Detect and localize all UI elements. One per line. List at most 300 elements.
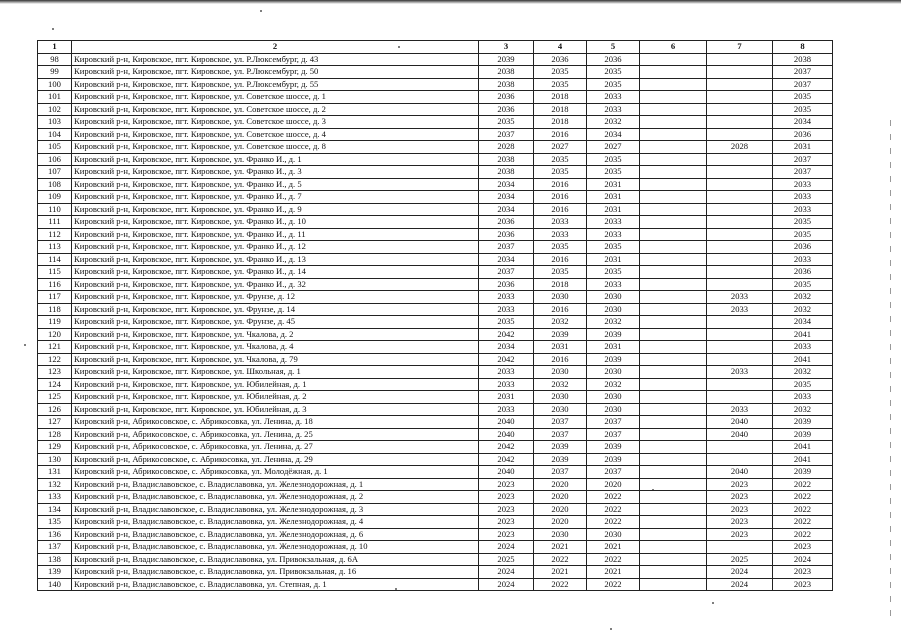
value-col-7: 2023 xyxy=(707,516,773,529)
value-col-5: 2037 xyxy=(587,466,640,479)
value-col-4: 2035 xyxy=(534,153,587,166)
row-number: 117 xyxy=(38,291,72,304)
value-col-6 xyxy=(640,353,707,366)
value-col-3: 2035 xyxy=(479,116,534,129)
address-cell: Кировский р-н, Кировское, пгт. Кировское, ул. Юбилейная, д. 2 xyxy=(72,391,479,404)
value-col-4: 2016 xyxy=(534,203,587,216)
value-col-4: 2035 xyxy=(534,66,587,79)
value-col-7 xyxy=(707,328,773,341)
table-row xyxy=(38,278,833,291)
value-col-4: 2030 xyxy=(534,366,587,379)
value-col-7 xyxy=(707,166,773,179)
value-col-8: 2035 xyxy=(773,103,833,116)
value-col-7: 2040 xyxy=(707,466,773,479)
value-col-6 xyxy=(640,128,707,141)
value-col-8: 2041 xyxy=(773,328,833,341)
table-row xyxy=(38,103,833,116)
value-col-7 xyxy=(707,178,773,191)
table-row xyxy=(38,241,833,254)
value-col-5: 2034 xyxy=(587,128,640,141)
value-col-5: 2031 xyxy=(587,191,640,204)
table-row xyxy=(38,478,833,491)
value-col-4: 2016 xyxy=(534,303,587,316)
value-col-6 xyxy=(640,203,707,216)
value-col-3: 2040 xyxy=(479,466,534,479)
value-col-7 xyxy=(707,91,773,104)
address-cell: Кировский р-н, Кировское, пгт. Кировское, ул. Фрунзе, д. 14 xyxy=(72,303,479,316)
address-cell: Кировский р-н, Кировское, пгт. Кировское, ул. Юбилейная, д. 3 xyxy=(72,403,479,416)
value-col-8: 2022 xyxy=(773,503,833,516)
value-col-7 xyxy=(707,203,773,216)
value-col-7 xyxy=(707,391,773,404)
value-col-7 xyxy=(707,378,773,391)
value-col-5: 2035 xyxy=(587,66,640,79)
table-row xyxy=(38,328,833,341)
table-row xyxy=(38,53,833,66)
value-col-3: 2036 xyxy=(479,103,534,116)
value-col-5: 2021 xyxy=(587,566,640,579)
value-col-6 xyxy=(640,53,707,66)
value-col-3: 2034 xyxy=(479,191,534,204)
value-col-5: 2030 xyxy=(587,391,640,404)
scan-speck xyxy=(610,628,612,630)
value-col-4: 2020 xyxy=(534,503,587,516)
column-header-8: 8 xyxy=(773,41,833,54)
address-cell: Кировский р-н, Кировское, пгт. Кировское, ул. Советское шоссе, д. 3 xyxy=(72,116,479,129)
value-col-8: 2032 xyxy=(773,303,833,316)
value-col-3: 2038 xyxy=(479,153,534,166)
address-cell: Кировский р-н, Кировское, пгт. Кировское, ул. Франко И., д. 7 xyxy=(72,191,479,204)
value-col-8: 2034 xyxy=(773,316,833,329)
value-col-8: 2022 xyxy=(773,491,833,504)
value-col-8: 2037 xyxy=(773,66,833,79)
row-number: 130 xyxy=(38,453,72,466)
row-number: 140 xyxy=(38,578,72,591)
scan-edge-right xyxy=(890,120,891,620)
value-col-3: 2024 xyxy=(479,578,534,591)
value-col-7 xyxy=(707,66,773,79)
value-col-3: 2042 xyxy=(479,328,534,341)
document-table-container xyxy=(37,40,833,591)
value-col-5: 2027 xyxy=(587,141,640,154)
address-cell: Кировский р-н, Владиславовское, с. Владиславовка, ул. Привокзальная, д. 16 xyxy=(72,566,479,579)
value-col-3: 2034 xyxy=(479,253,534,266)
table-row xyxy=(38,453,833,466)
value-col-4: 2018 xyxy=(534,278,587,291)
value-col-3: 2034 xyxy=(479,178,534,191)
table-row xyxy=(38,291,833,304)
column-header-5: 5 xyxy=(587,41,640,54)
row-number: 102 xyxy=(38,103,72,116)
value-col-7 xyxy=(707,103,773,116)
table-row xyxy=(38,516,833,529)
value-col-7 xyxy=(707,441,773,454)
row-number: 103 xyxy=(38,116,72,129)
value-col-4: 2032 xyxy=(534,378,587,391)
value-col-3: 2039 xyxy=(479,53,534,66)
row-number: 106 xyxy=(38,153,72,166)
value-col-8: 2039 xyxy=(773,428,833,441)
address-cell: Кировский р-н, Кировское, пгт. Кировское, ул. Советское шоссе, д. 8 xyxy=(72,141,479,154)
address-cell: Кировский р-н, Кировское, пгт. Кировское, ул. Чкалова, д. 79 xyxy=(72,353,479,366)
address-cell: Кировский р-н, Кировское, пгт. Кировское, ул. Франко И., д. 1 xyxy=(72,153,479,166)
value-col-8: 2036 xyxy=(773,266,833,279)
table-row xyxy=(38,353,833,366)
value-col-3: 2024 xyxy=(479,541,534,554)
row-number: 127 xyxy=(38,416,72,429)
value-col-5: 2033 xyxy=(587,228,640,241)
value-col-8: 2041 xyxy=(773,453,833,466)
address-cell: Кировский р-н, Абрикосовское, с. Абрикосовка, ул. Ленина, д. 18 xyxy=(72,416,479,429)
value-col-3: 2033 xyxy=(479,403,534,416)
value-col-7 xyxy=(707,53,773,66)
value-col-4: 2030 xyxy=(534,528,587,541)
value-col-3: 2042 xyxy=(479,441,534,454)
value-col-6 xyxy=(640,228,707,241)
table-row xyxy=(38,66,833,79)
value-col-3: 2034 xyxy=(479,341,534,354)
value-col-6 xyxy=(640,553,707,566)
row-number: 132 xyxy=(38,478,72,491)
value-col-3: 2040 xyxy=(479,428,534,441)
header-row xyxy=(38,41,833,54)
address-cell: Кировский р-н, Кировское, пгт. Кировское, ул. Р.Люксембург, д. 50 xyxy=(72,66,479,79)
value-col-7: 2023 xyxy=(707,478,773,491)
value-col-6 xyxy=(640,153,707,166)
value-col-4: 2039 xyxy=(534,441,587,454)
value-col-7 xyxy=(707,341,773,354)
value-col-5: 2030 xyxy=(587,303,640,316)
value-col-5: 2030 xyxy=(587,291,640,304)
row-number: 100 xyxy=(38,78,72,91)
value-col-4: 2035 xyxy=(534,166,587,179)
value-col-4: 2030 xyxy=(534,403,587,416)
row-number: 125 xyxy=(38,391,72,404)
value-col-3: 2023 xyxy=(479,528,534,541)
row-number: 123 xyxy=(38,366,72,379)
value-col-8: 2039 xyxy=(773,416,833,429)
value-col-4: 2033 xyxy=(534,228,587,241)
value-col-6 xyxy=(640,328,707,341)
row-number: 104 xyxy=(38,128,72,141)
address-cell: Кировский р-н, Владиславовское, с. Владиславовка, ул. Железнодорожная, д. 1 xyxy=(72,478,479,491)
value-col-5: 2039 xyxy=(587,441,640,454)
address-cell: Кировский р-н, Кировское, пгт. Кировское, ул. Советское шоссе, д. 1 xyxy=(72,91,479,104)
value-col-6 xyxy=(640,403,707,416)
table-row xyxy=(38,203,833,216)
row-number: 121 xyxy=(38,341,72,354)
table-row xyxy=(38,303,833,316)
address-cell: Кировский р-н, Кировское, пгт. Кировское, ул. Советское шоссе, д. 2 xyxy=(72,103,479,116)
value-col-3: 2040 xyxy=(479,416,534,429)
value-col-5: 2022 xyxy=(587,578,640,591)
value-col-6 xyxy=(640,378,707,391)
value-col-8: 2033 xyxy=(773,203,833,216)
value-col-3: 2035 xyxy=(479,316,534,329)
row-number: 115 xyxy=(38,266,72,279)
row-number: 129 xyxy=(38,441,72,454)
value-col-4: 2037 xyxy=(534,416,587,429)
value-col-3: 2037 xyxy=(479,266,534,279)
row-number: 133 xyxy=(38,491,72,504)
table-row xyxy=(38,466,833,479)
value-col-3: 2031 xyxy=(479,391,534,404)
value-col-5: 2022 xyxy=(587,491,640,504)
table-row xyxy=(38,116,833,129)
table-row xyxy=(38,491,833,504)
value-col-4: 2018 xyxy=(534,103,587,116)
value-col-8: 2033 xyxy=(773,191,833,204)
address-cell: Кировский р-н, Кировское, пгт. Кировское, ул. Франко И., д. 14 xyxy=(72,266,479,279)
value-col-4: 2018 xyxy=(534,116,587,129)
value-col-8: 2035 xyxy=(773,216,833,229)
value-col-7: 2025 xyxy=(707,553,773,566)
value-col-6 xyxy=(640,366,707,379)
value-col-6 xyxy=(640,241,707,254)
value-col-7 xyxy=(707,241,773,254)
value-col-8: 2035 xyxy=(773,378,833,391)
value-col-7 xyxy=(707,453,773,466)
value-col-6 xyxy=(640,291,707,304)
value-col-3: 2042 xyxy=(479,353,534,366)
address-cell: Кировский р-н, Кировское, пгт. Кировское, ул. Чкалова, д. 2 xyxy=(72,328,479,341)
row-number: 109 xyxy=(38,191,72,204)
value-col-6 xyxy=(640,441,707,454)
value-col-5: 2033 xyxy=(587,103,640,116)
value-col-6 xyxy=(640,466,707,479)
value-col-8: 2036 xyxy=(773,128,833,141)
value-col-8: 2033 xyxy=(773,253,833,266)
table-row xyxy=(38,428,833,441)
value-col-3: 2037 xyxy=(479,128,534,141)
address-cell: Кировский р-н, Кировское, пгт. Кировское, ул. Франко И., д. 10 xyxy=(72,216,479,229)
value-col-5: 2037 xyxy=(587,416,640,429)
address-cell: Кировский р-н, Владиславовское, с. Владиславовка, ул. Железнодорожная, д. 6 xyxy=(72,528,479,541)
value-col-5: 2035 xyxy=(587,241,640,254)
value-col-8: 2036 xyxy=(773,241,833,254)
column-header-2: 2 xyxy=(72,41,479,54)
value-col-4: 2020 xyxy=(534,491,587,504)
value-col-8: 2033 xyxy=(773,341,833,354)
value-col-6 xyxy=(640,541,707,554)
value-col-3: 2038 xyxy=(479,78,534,91)
value-col-5: 2030 xyxy=(587,366,640,379)
value-col-3: 2036 xyxy=(479,91,534,104)
value-col-5: 2022 xyxy=(587,553,640,566)
column-header-1: 1 xyxy=(38,41,72,54)
value-col-5: 2035 xyxy=(587,153,640,166)
value-col-7 xyxy=(707,253,773,266)
value-col-7 xyxy=(707,216,773,229)
value-col-4: 2030 xyxy=(534,291,587,304)
row-number: 113 xyxy=(38,241,72,254)
value-col-6 xyxy=(640,303,707,316)
table-row xyxy=(38,541,833,554)
value-col-5: 2021 xyxy=(587,541,640,554)
value-col-5: 2035 xyxy=(587,78,640,91)
row-number: 120 xyxy=(38,328,72,341)
row-number: 110 xyxy=(38,203,72,216)
value-col-8: 2035 xyxy=(773,278,833,291)
value-col-4: 2022 xyxy=(534,553,587,566)
value-col-7: 2040 xyxy=(707,416,773,429)
value-col-6 xyxy=(640,578,707,591)
address-cell: Кировский р-н, Кировское, пгт. Кировское, ул. Франко И., д. 11 xyxy=(72,228,479,241)
table-body xyxy=(38,53,833,591)
value-col-3: 2037 xyxy=(479,241,534,254)
value-col-4: 2018 xyxy=(534,91,587,104)
value-col-8: 2037 xyxy=(773,166,833,179)
table-row xyxy=(38,528,833,541)
row-number: 107 xyxy=(38,166,72,179)
address-cell: Кировский р-н, Абрикосовское, с. Абрикосовка, ул. Ленина, д. 25 xyxy=(72,428,479,441)
row-number: 114 xyxy=(38,253,72,266)
value-col-7 xyxy=(707,153,773,166)
value-col-4: 2021 xyxy=(534,541,587,554)
column-header-7: 7 xyxy=(707,41,773,54)
value-col-8: 2022 xyxy=(773,528,833,541)
value-col-6 xyxy=(640,178,707,191)
value-col-5: 2039 xyxy=(587,353,640,366)
table-row xyxy=(38,391,833,404)
row-number: 105 xyxy=(38,141,72,154)
value-col-8: 2039 xyxy=(773,466,833,479)
value-col-8: 2035 xyxy=(773,228,833,241)
table-row xyxy=(38,578,833,591)
table-row xyxy=(38,141,833,154)
address-cell: Кировский р-н, Владиславовское, с. Владиславовка, ул. Железнодорожная, д. 3 xyxy=(72,503,479,516)
table-row xyxy=(38,253,833,266)
row-number: 111 xyxy=(38,216,72,229)
value-col-6 xyxy=(640,316,707,329)
value-col-6 xyxy=(640,78,707,91)
address-cell: Кировский р-н, Владиславовское, с. Владиславовка, ул. Железнодорожная, д. 10 xyxy=(72,541,479,554)
address-cell: Кировский р-н, Кировское, пгт. Кировское, ул. Р.Люксембург, д. 43 xyxy=(72,53,479,66)
value-col-8: 2032 xyxy=(773,366,833,379)
value-col-4: 2016 xyxy=(534,178,587,191)
value-col-7: 2024 xyxy=(707,566,773,579)
value-col-3: 2036 xyxy=(479,228,534,241)
value-col-5: 2022 xyxy=(587,503,640,516)
value-col-8: 2033 xyxy=(773,178,833,191)
table-row xyxy=(38,216,833,229)
value-col-5: 2031 xyxy=(587,203,640,216)
value-col-5: 2035 xyxy=(587,266,640,279)
table-row xyxy=(38,128,833,141)
value-col-3: 2023 xyxy=(479,503,534,516)
table-row xyxy=(38,341,833,354)
value-col-4: 2022 xyxy=(534,578,587,591)
row-number: 99 xyxy=(38,66,72,79)
value-col-3: 2025 xyxy=(479,553,534,566)
table-row xyxy=(38,566,833,579)
value-col-3: 2034 xyxy=(479,203,534,216)
value-col-8: 2024 xyxy=(773,553,833,566)
value-col-8: 2037 xyxy=(773,78,833,91)
value-col-6 xyxy=(640,116,707,129)
value-col-5: 2033 xyxy=(587,216,640,229)
value-col-4: 2039 xyxy=(534,453,587,466)
value-col-3: 2033 xyxy=(479,366,534,379)
table-row xyxy=(38,378,833,391)
value-col-6 xyxy=(640,391,707,404)
scan-speck xyxy=(260,10,262,12)
value-col-4: 2016 xyxy=(534,253,587,266)
value-col-4: 2020 xyxy=(534,516,587,529)
value-col-7: 2023 xyxy=(707,528,773,541)
row-number: 118 xyxy=(38,303,72,316)
row-number: 98 xyxy=(38,53,72,66)
value-col-4: 2020 xyxy=(534,478,587,491)
value-col-7: 2033 xyxy=(707,303,773,316)
value-col-7: 2023 xyxy=(707,503,773,516)
scan-speck xyxy=(52,28,54,30)
value-col-5: 2032 xyxy=(587,116,640,129)
value-col-4: 2035 xyxy=(534,78,587,91)
address-cell: Кировский р-н, Кировское, пгт. Кировское, ул. Франко И., д. 9 xyxy=(72,203,479,216)
value-col-3: 2028 xyxy=(479,141,534,154)
value-col-5: 2022 xyxy=(587,516,640,529)
value-col-7: 2033 xyxy=(707,366,773,379)
value-col-5: 2033 xyxy=(587,91,640,104)
value-col-6 xyxy=(640,103,707,116)
address-cell: Кировский р-н, Кировское, пгт. Кировское, ул. Франко И., д. 12 xyxy=(72,241,479,254)
address-cell: Кировский р-н, Кировское, пгт. Кировское, ул. Франко И., д. 32 xyxy=(72,278,479,291)
value-col-6 xyxy=(640,278,707,291)
value-col-7 xyxy=(707,116,773,129)
value-col-4: 2016 xyxy=(534,353,587,366)
value-col-6 xyxy=(640,191,707,204)
value-col-3: 2038 xyxy=(479,166,534,179)
row-number: 124 xyxy=(38,378,72,391)
row-number: 134 xyxy=(38,503,72,516)
value-col-4: 2039 xyxy=(534,328,587,341)
table-row xyxy=(38,403,833,416)
value-col-8: 2041 xyxy=(773,353,833,366)
row-number: 119 xyxy=(38,316,72,329)
value-col-6 xyxy=(640,453,707,466)
address-cell: Кировский р-н, Кировское, пгт. Кировское, ул. Франко И., д. 3 xyxy=(72,166,479,179)
value-col-8: 2034 xyxy=(773,116,833,129)
column-header-3: 3 xyxy=(479,41,534,54)
value-col-5: 2039 xyxy=(587,328,640,341)
value-col-7 xyxy=(707,78,773,91)
value-col-7 xyxy=(707,353,773,366)
value-col-5: 2036 xyxy=(587,53,640,66)
row-number: 136 xyxy=(38,528,72,541)
value-col-6 xyxy=(640,253,707,266)
value-col-8: 2037 xyxy=(773,153,833,166)
value-col-6 xyxy=(640,516,707,529)
value-col-3: 2038 xyxy=(479,66,534,79)
column-header-6: 6 xyxy=(640,41,707,54)
table-row xyxy=(38,366,833,379)
address-cell: Кировский р-н, Абрикосовское, с. Абрикосовка, ул. Молодёжная, д. 1 xyxy=(72,466,479,479)
value-col-5: 2033 xyxy=(587,278,640,291)
value-col-3: 2023 xyxy=(479,516,534,529)
value-col-8: 2041 xyxy=(773,441,833,454)
value-col-3: 2023 xyxy=(479,478,534,491)
row-number: 101 xyxy=(38,91,72,104)
scan-speck xyxy=(24,344,26,346)
scan-speck xyxy=(712,602,714,604)
value-col-8: 2023 xyxy=(773,578,833,591)
value-col-6 xyxy=(640,566,707,579)
value-col-5: 2020 xyxy=(587,478,640,491)
row-number: 122 xyxy=(38,353,72,366)
address-cell: Кировский р-н, Кировское, пгт. Кировское, ул. Франко И., д. 13 xyxy=(72,253,479,266)
value-col-5: 2035 xyxy=(587,166,640,179)
